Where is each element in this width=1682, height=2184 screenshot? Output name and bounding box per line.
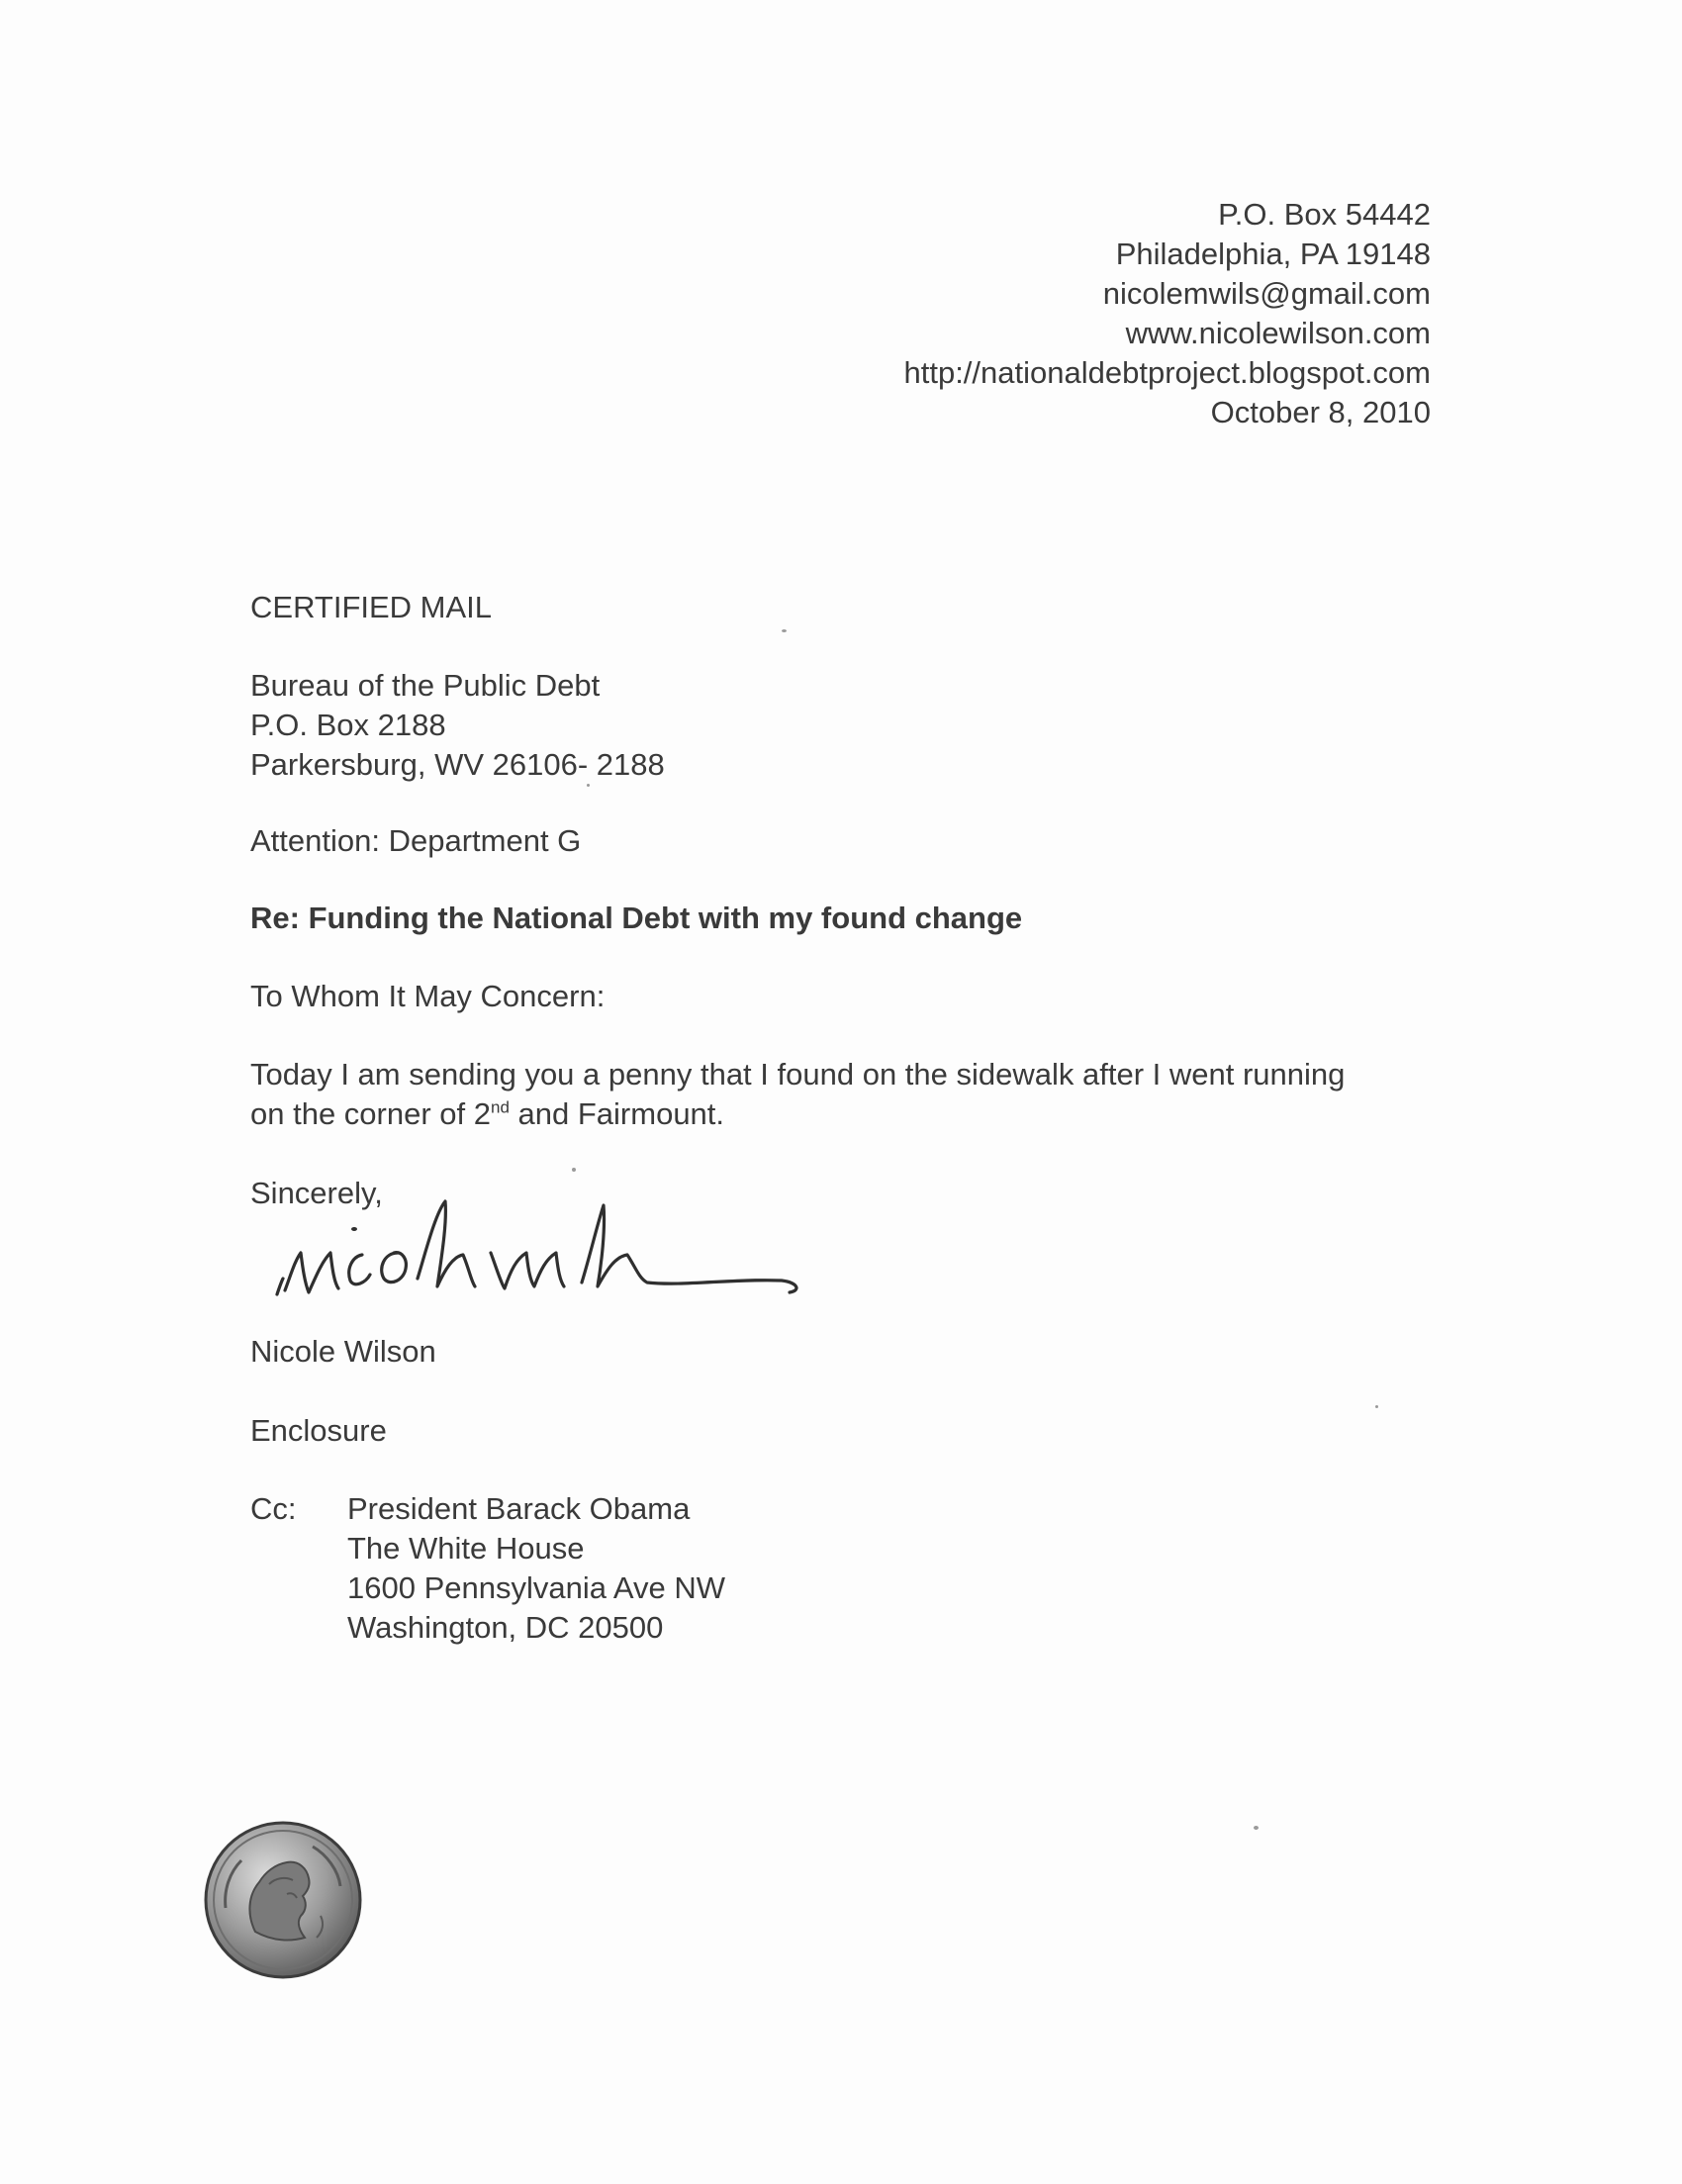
recipient-city-line: Parkersburg, WV 26106- 2188 — [250, 747, 665, 782]
cc-line-3: 1600 Pennsylvania Ave NW — [347, 1570, 725, 1605]
mailing-method: CERTIFIED MAIL — [250, 590, 493, 624]
paper-speck — [572, 1168, 576, 1172]
cc-block — [250, 1489, 725, 1648]
recipient-address-block — [250, 666, 665, 785]
paper-speck — [587, 784, 590, 787]
body-line-2 — [250, 1094, 1345, 1134]
cc-line-2: The White House — [347, 1531, 585, 1566]
closing: Sincerely, — [250, 1176, 383, 1210]
cc-address — [347, 1489, 725, 1648]
paper-speck — [782, 629, 787, 632]
cc-label: Cc: — [250, 1491, 297, 1526]
paper-speck — [1375, 1405, 1378, 1408]
cc-line-4: Washington, DC 20500 — [347, 1610, 664, 1645]
letter-date: October 8, 2010 — [1210, 395, 1431, 429]
sender-po-box: P.O. Box 54442 — [1218, 197, 1431, 232]
paper-speck — [1254, 1826, 1259, 1830]
cc-line-1: President Barack Obama — [347, 1491, 691, 1526]
recipient-po-box: P.O. Box 2188 — [250, 708, 446, 742]
sender-email: nicolemwils@gmail.com — [1102, 276, 1431, 311]
sender-website: www.nicolewilson.com — [1125, 316, 1431, 350]
body-line-1: Today I am sending you a penny that I found on the sidewalk after I went running — [250, 1057, 1346, 1092]
body-line-2-end: and Fairmount. — [509, 1096, 725, 1131]
enclosure-note: Enclosure — [250, 1413, 387, 1448]
penny-coin-image — [204, 1821, 362, 1979]
attention-line: Attention: Department G — [250, 823, 582, 858]
signer-name: Nicole Wilson — [250, 1334, 436, 1369]
subject-line: Re: Funding the National Debt with my found change — [250, 901, 1023, 935]
handwritten-signature — [267, 1184, 801, 1312]
salutation: To Whom It May Concern: — [250, 979, 606, 1013]
sender-city-line: Philadelphia, PA 19148 — [1115, 237, 1431, 271]
ordinal-suffix: nd — [491, 1097, 510, 1117]
sender-address-block — [903, 195, 1431, 432]
recipient-name: Bureau of the Public Debt — [250, 668, 601, 703]
sender-blog: http://nationaldebtproject.blogspot.com — [903, 355, 1431, 390]
letter-body — [250, 1055, 1345, 1134]
body-line-2-start: on the corner of 2 — [250, 1096, 491, 1131]
